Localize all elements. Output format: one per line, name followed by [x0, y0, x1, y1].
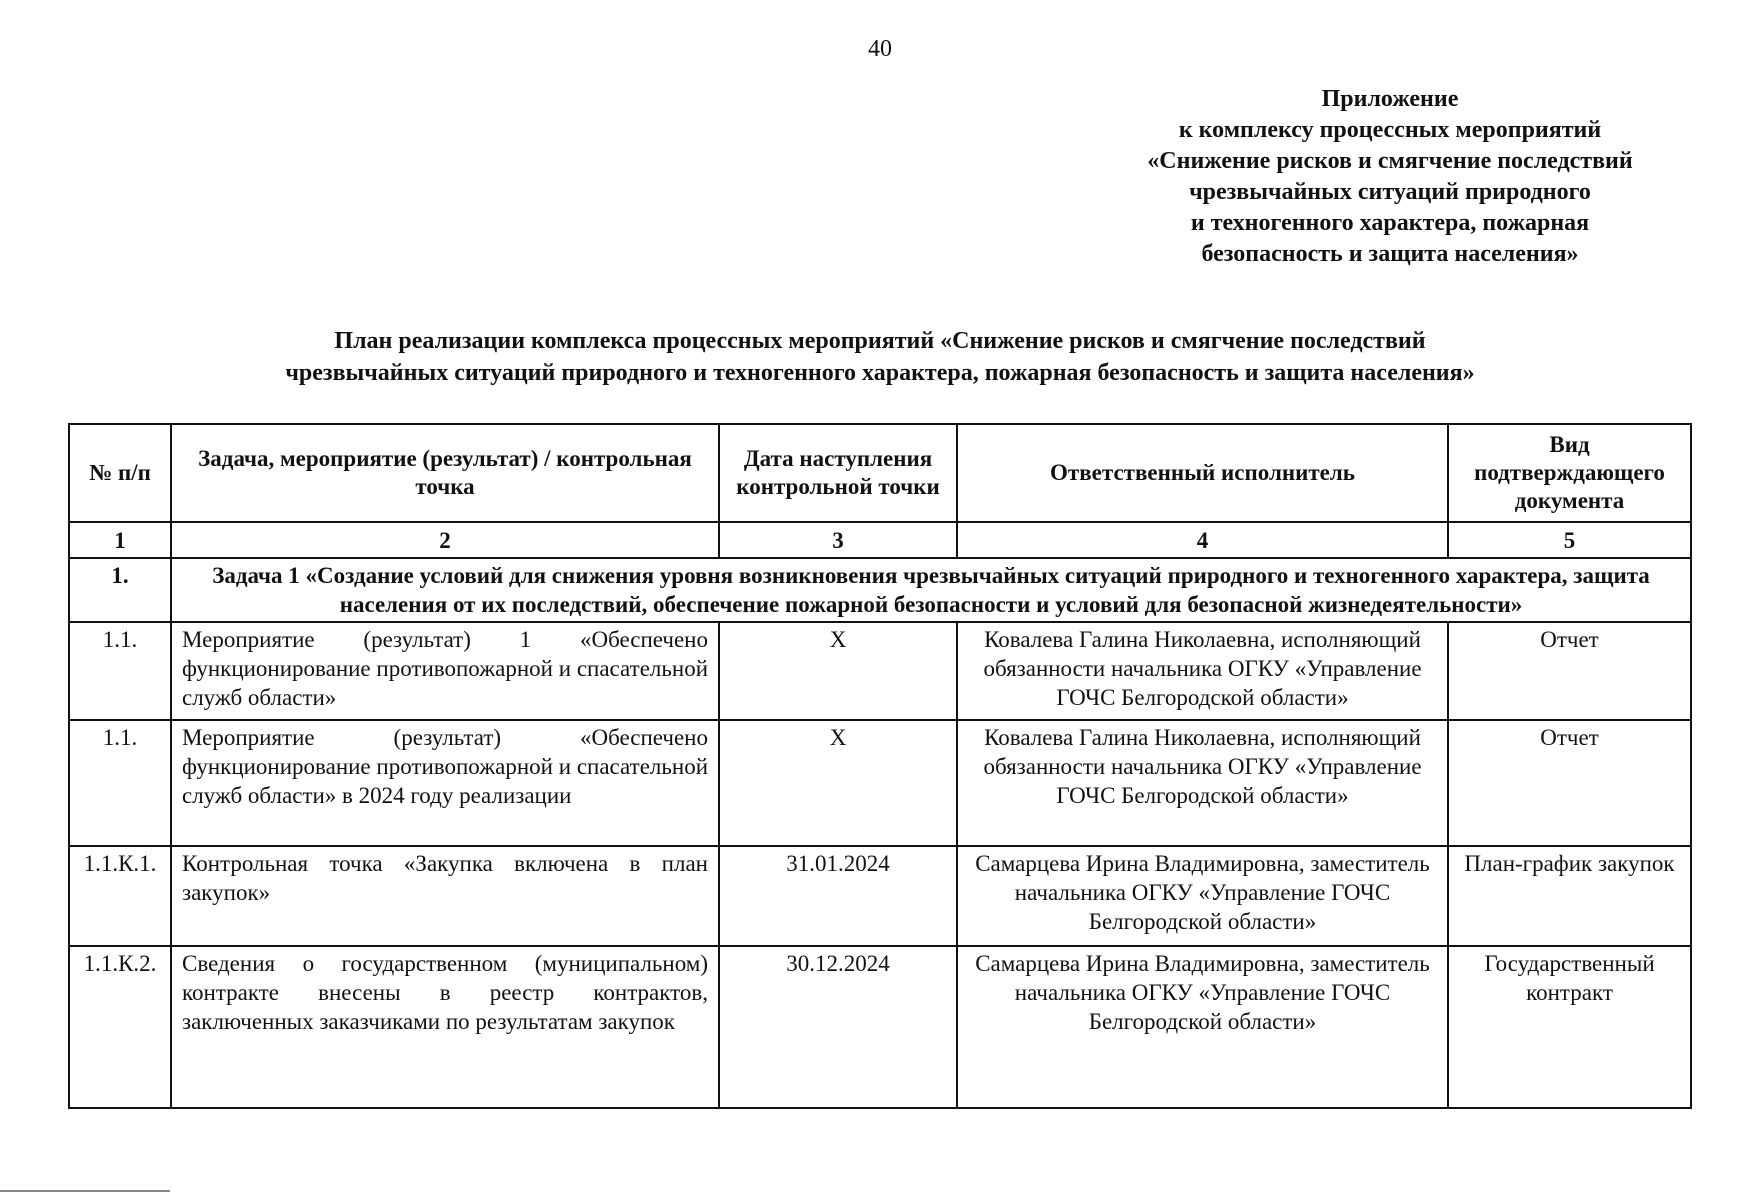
- table-header-row: [69, 424, 1691, 522]
- row-document: Отчет: [1448, 622, 1691, 720]
- table-row: [69, 720, 1691, 846]
- row-date: X: [719, 622, 957, 720]
- row-number: 1.1.: [69, 622, 171, 720]
- task-number: 1.: [69, 558, 171, 622]
- row-number: 1.1.: [69, 720, 171, 846]
- table-row: [69, 946, 1691, 1108]
- plan-table: [68, 423, 1692, 1109]
- appendix-line: безопасность и защита населения»: [1201, 241, 1579, 267]
- task-row: [69, 558, 1691, 622]
- column-number: 1: [69, 522, 171, 558]
- row-responsible: Ковалева Галина Николаевна, исполняющий обязанности начальника ОГКУ «Управление ГОЧС Белгородской области»: [957, 622, 1448, 720]
- plan-title-line: чрезвычайных ситуаций природного и техногенного характера, пожарная безопасность и защита населения»: [285, 360, 1475, 386]
- header-task: Задача, мероприятие (результат) / контрольная точка: [171, 424, 719, 522]
- row-text: Мероприятие (результат) «Обеспечено функционирование противопожарной и спасательной служб области» в 2024 году реализации: [171, 720, 719, 846]
- header-date: Дата наступления контрольной точки: [719, 424, 957, 522]
- appendix-line: «Снижение рисков и смягчение последствий: [1147, 148, 1633, 174]
- column-numbers-row: [69, 522, 1691, 558]
- row-text: Мероприятие (результат) 1 «Обеспечено функционирование противопожарной и спасательной служб области»: [171, 622, 719, 720]
- row-responsible: Ковалева Галина Николаевна, исполняющий обязанности начальника ОГКУ «Управление ГОЧС Белгородской области»: [957, 720, 1448, 846]
- row-responsible: Самарцева Ирина Владимировна, заместитель начальника ОГКУ «Управление ГОЧС Белгородской области»: [957, 946, 1448, 1108]
- column-number: 2: [171, 522, 719, 558]
- row-number: 1.1.К.1.: [69, 846, 171, 946]
- header-document: Вид подтверждающего документа: [1448, 424, 1691, 522]
- row-text: Сведения о государственном (муниципальном) контракте внесены в реестр контрактов, заключенных заказчиками по результатам закупок: [171, 946, 719, 1108]
- row-date: X: [719, 720, 957, 846]
- task-text: Задача 1 «Создание условий для снижения уровня возникновения чрезвычайных ситуаций природного и техногенного характера, защита населения от их последствий, обеспечение пожарной безопасности и условий для безопасной жизнедеятельности»: [171, 558, 1691, 622]
- appendix-heading: [1080, 84, 1700, 270]
- row-document: Государственный контракт: [1448, 946, 1691, 1108]
- column-number: 4: [957, 522, 1448, 558]
- column-number: 3: [719, 522, 957, 558]
- table-row: [69, 846, 1691, 946]
- row-responsible: Самарцева Ирина Владимировна, заместитель начальника ОГКУ «Управление ГОЧС Белгородской области»: [957, 846, 1448, 946]
- page-number: 40: [868, 36, 892, 62]
- row-document: План-график закупок: [1448, 846, 1691, 946]
- appendix-line: и техногенного характера, пожарная: [1190, 210, 1590, 236]
- row-document: Отчет: [1448, 720, 1691, 846]
- plan-title-line: План реализации комплекса процессных мероприятий «Снижение рисков и смягчение последствий: [334, 328, 1426, 354]
- header-responsible: Ответственный исполнитель: [957, 424, 1448, 522]
- row-date: 31.01.2024: [719, 846, 957, 946]
- scan-edge-line: [0, 1190, 170, 1192]
- table-row: [69, 622, 1691, 720]
- appendix-line: Приложение: [1321, 86, 1459, 112]
- plan-title: [0, 325, 1760, 389]
- appendix-line: к комплексу процессных мероприятий: [1178, 117, 1602, 143]
- row-number: 1.1.К.2.: [69, 946, 171, 1108]
- row-date: 30.12.2024: [719, 946, 957, 1108]
- column-number: 5: [1448, 522, 1691, 558]
- header-number: № п/п: [69, 424, 171, 522]
- row-text: Контрольная точка «Закупка включена в план закупок»: [171, 846, 719, 946]
- appendix-line: чрезвычайных ситуаций природного: [1189, 179, 1591, 205]
